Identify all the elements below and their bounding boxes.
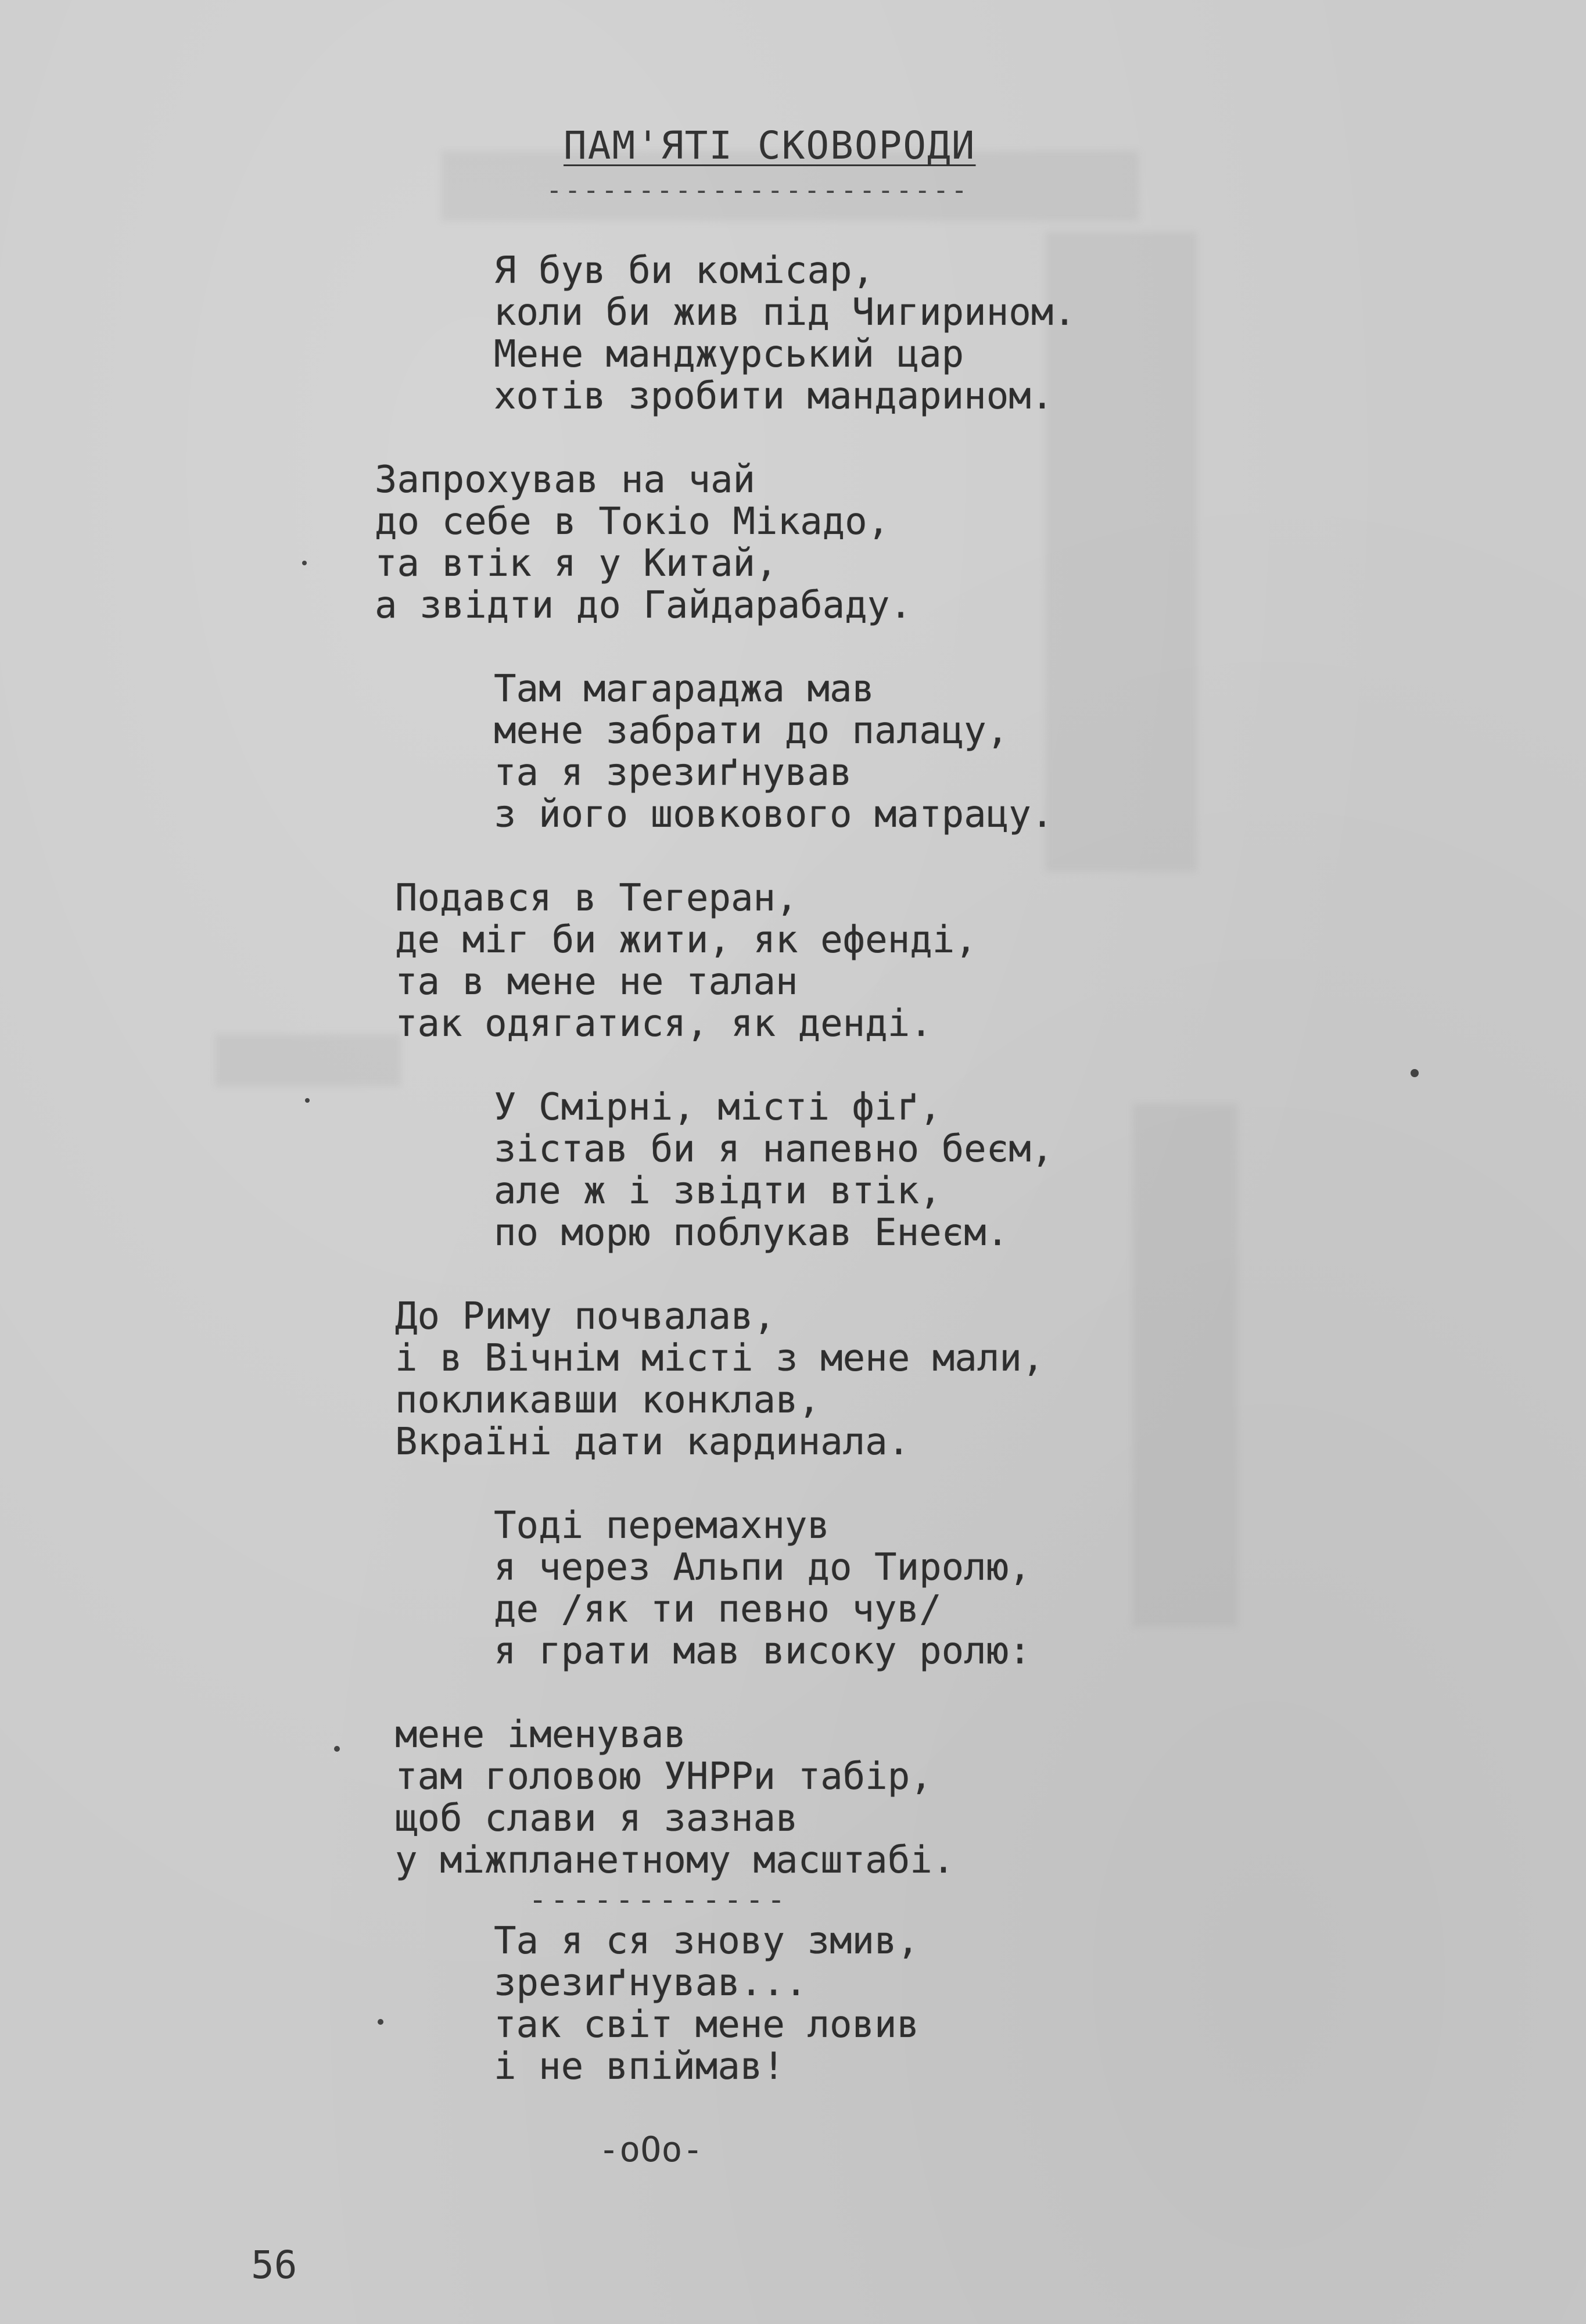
poem-title: ПАМ'ЯТІ СКОВОРОДИ	[564, 123, 976, 168]
stanza-2	[375, 459, 912, 626]
stanza-8	[395, 1714, 955, 1881]
stanza-3	[494, 668, 1053, 835]
poem-line: там головою УНРРи табір,	[395, 1755, 932, 1798]
poem-line: у міжпланетному масштабі.	[395, 1839, 955, 1882]
stanza-6	[395, 1296, 1044, 1463]
ink-speck	[305, 1098, 310, 1103]
poem-line: Запрохував на чай	[375, 458, 756, 501]
poem-line: я грати мав високу ролю:	[494, 1630, 1031, 1673]
poem-line: де міг би жити, як ефенді,	[395, 919, 977, 962]
poem-line: та втік я у Китай,	[375, 542, 778, 585]
poem-line: щоб слави я зазнав	[395, 1797, 798, 1840]
title-rule: -----------------------	[546, 174, 970, 206]
poem-line: по морю поблукав Енеєм.	[494, 1211, 1009, 1254]
poem-line: і не впіймав!	[494, 2045, 785, 2088]
stanza-4	[395, 877, 977, 1045]
poem-line: покликавши конклав,	[395, 1379, 821, 1422]
poem-line: Я був би комісар,	[494, 249, 875, 292]
poem-line: У Смірні, місті фіґ,	[494, 1086, 942, 1129]
poem-line: а звідти до Гайдарабаду.	[375, 584, 912, 627]
bleed-through-mark	[215, 1034, 401, 1086]
poem-line: але ж і звідти втік,	[494, 1170, 942, 1213]
poem-line: до себе в Токіо Мікадо,	[375, 500, 890, 543]
page-number: 56	[251, 2243, 297, 2287]
poem-line: зістав би я напевно беєм,	[494, 1128, 1054, 1171]
poem-line: Подався в Тегеран,	[395, 877, 798, 920]
poem-line: Мене манджурський цар	[494, 333, 964, 376]
poem-line: де /як ти певно чув/	[494, 1588, 942, 1631]
poem-line: та я зрезиґнував	[494, 751, 852, 794]
ink-speck	[334, 1746, 340, 1752]
ink-speck	[302, 561, 307, 565]
stanza-5	[494, 1086, 1053, 1254]
poem-line: з його шовкового матрацу.	[494, 793, 1054, 836]
bleed-through-mark	[1133, 1104, 1237, 1627]
stanza-1	[494, 250, 1076, 417]
poem-line: мене забрати до палацу,	[494, 709, 1009, 752]
ink-speck	[1411, 1069, 1419, 1077]
poem-line: Та я ся знову змив,	[494, 1920, 920, 1963]
poem-line: До Риму почвалав,	[395, 1295, 776, 1338]
poem-line: коли би жив під Чигирином.	[494, 291, 1076, 334]
poem-line: Тоді перемахнув	[494, 1504, 830, 1547]
poem-line: Вкраїні дати кардинала.	[395, 1421, 910, 1464]
poem-line: і в Вічнім місті з мене мали,	[395, 1337, 1045, 1380]
poem-line: так одягатися, як денді.	[395, 1002, 932, 1045]
poem-line: та в мене не талан	[395, 960, 798, 1003]
poem-line: хотів зробити мандарином.	[494, 375, 1054, 418]
poem-line: зрезиґнував...	[494, 1961, 808, 2004]
end-mark: -оОо-	[598, 2129, 704, 2170]
poem-line: Там магараджа мав	[494, 668, 875, 711]
ink-speck	[378, 2019, 383, 2025]
poem-line: я через Альпи до Тиролю,	[494, 1546, 1031, 1589]
stanza-separator: ------------	[529, 1882, 789, 1917]
stanza-7	[494, 1505, 1031, 1672]
poem-line: так світ мене ловив	[494, 2003, 920, 2046]
poem-line: мене іменував	[395, 1713, 686, 1756]
stanza-9	[494, 1920, 919, 2088]
